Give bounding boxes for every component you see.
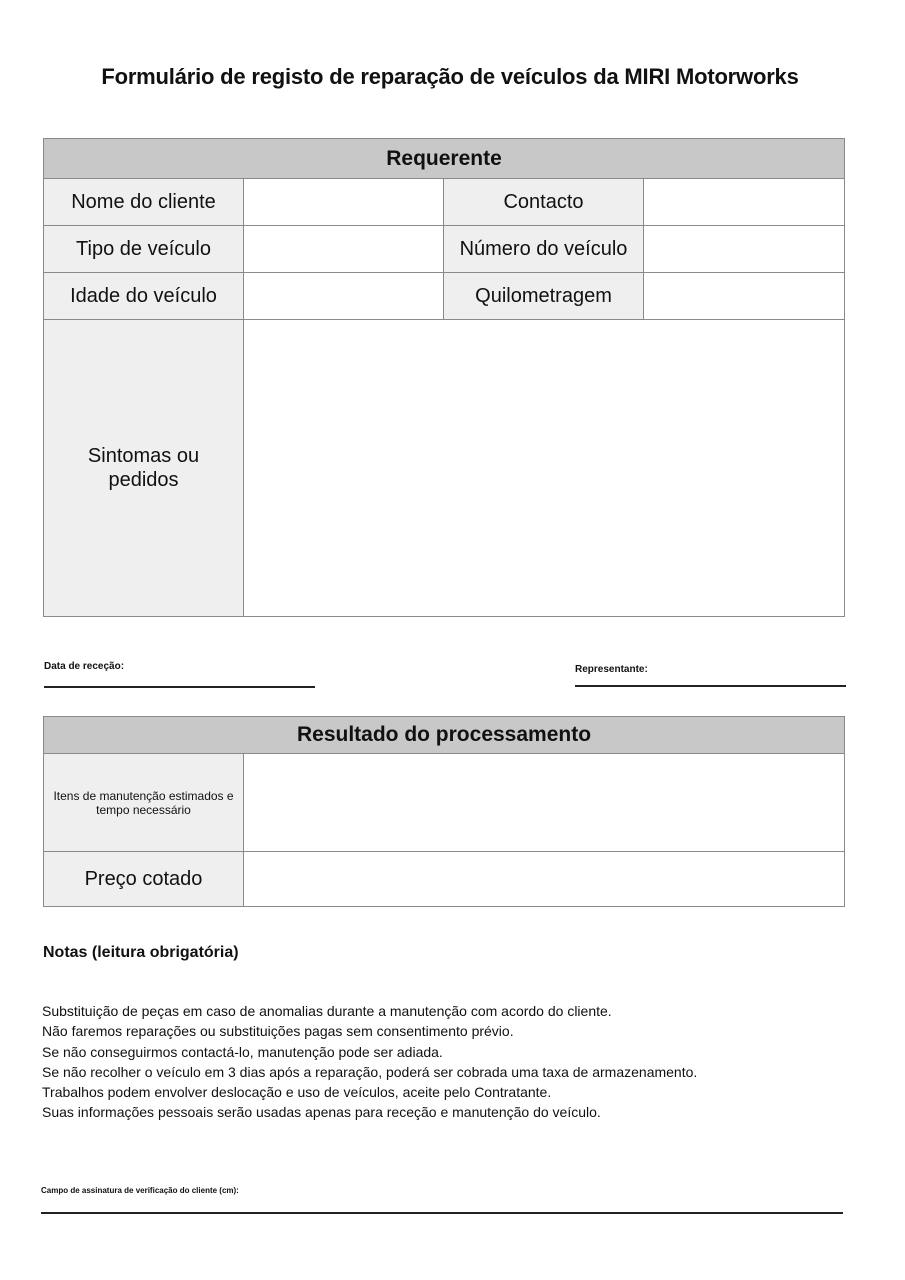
notes-title: Notas (leitura obrigatória) — [43, 944, 239, 961]
requester-table — [43, 138, 845, 617]
vehicle-age-field[interactable] — [244, 273, 444, 320]
customer-name-label: Nome do cliente — [44, 179, 244, 226]
contact-label: Contacto — [444, 179, 644, 226]
reception-date-line[interactable] — [44, 686, 315, 688]
contact-field[interactable] — [644, 179, 845, 226]
signature-label: Campo de assinatura de verificação do cliente (cm): — [41, 1186, 239, 1195]
vehicle-age-label: Idade do veículo — [44, 273, 244, 320]
note-item: Suas informações pessoais serão usadas apenas para receção e manutenção do veículo. — [42, 1104, 601, 1121]
maintenance-items-field[interactable] — [244, 754, 845, 852]
vehicle-number-field[interactable] — [644, 226, 845, 273]
mileage-field[interactable] — [644, 273, 845, 320]
customer-name-field[interactable] — [244, 179, 444, 226]
quoted-price-field[interactable] — [244, 852, 845, 907]
symptoms-label: Sintomas ou pedidos — [44, 320, 244, 617]
mileage-label: Quilometragem — [444, 273, 644, 320]
note-item: Se não conseguirmos contactá-lo, manutenção pode ser adiada. — [42, 1043, 443, 1060]
representative-label: Representante: — [575, 664, 648, 675]
requester-header: Requerente — [44, 139, 845, 179]
vehicle-number-label: Número do veículo — [444, 226, 644, 273]
note-item: Não faremos reparações ou substituições pagas sem consentimento prévio. — [42, 1023, 514, 1040]
reception-date-label: Data de receção: — [44, 661, 125, 672]
notes-list — [42, 1001, 697, 1123]
result-table — [43, 716, 845, 907]
form-title: Formulário de registo de reparação de veículos da MIRI Motorworks — [101, 64, 799, 89]
note-item: Substituição de peças em caso de anomalias durante a manutenção com acordo do cliente. — [42, 1003, 612, 1019]
note-item: Trabalhos podem envolver deslocação e uso de veículos, aceite pelo Contratante. — [42, 1084, 552, 1101]
result-header: Resultado do processamento — [44, 717, 845, 754]
representative-line[interactable] — [575, 685, 846, 687]
symptoms-field[interactable] — [244, 320, 845, 617]
maintenance-items-label: Itens de manutenção estimados e tempo necessário — [44, 754, 244, 852]
note-item: Se não recolher o veículo em 3 dias após a reparação, poderá ser cobrada uma taxa de armazenamento. — [42, 1063, 698, 1080]
quoted-price-label: Preço cotado — [44, 852, 244, 907]
vehicle-type-field[interactable] — [244, 226, 444, 273]
vehicle-type-label: Tipo de veículo — [44, 226, 244, 273]
signature-line[interactable] — [41, 1212, 843, 1214]
